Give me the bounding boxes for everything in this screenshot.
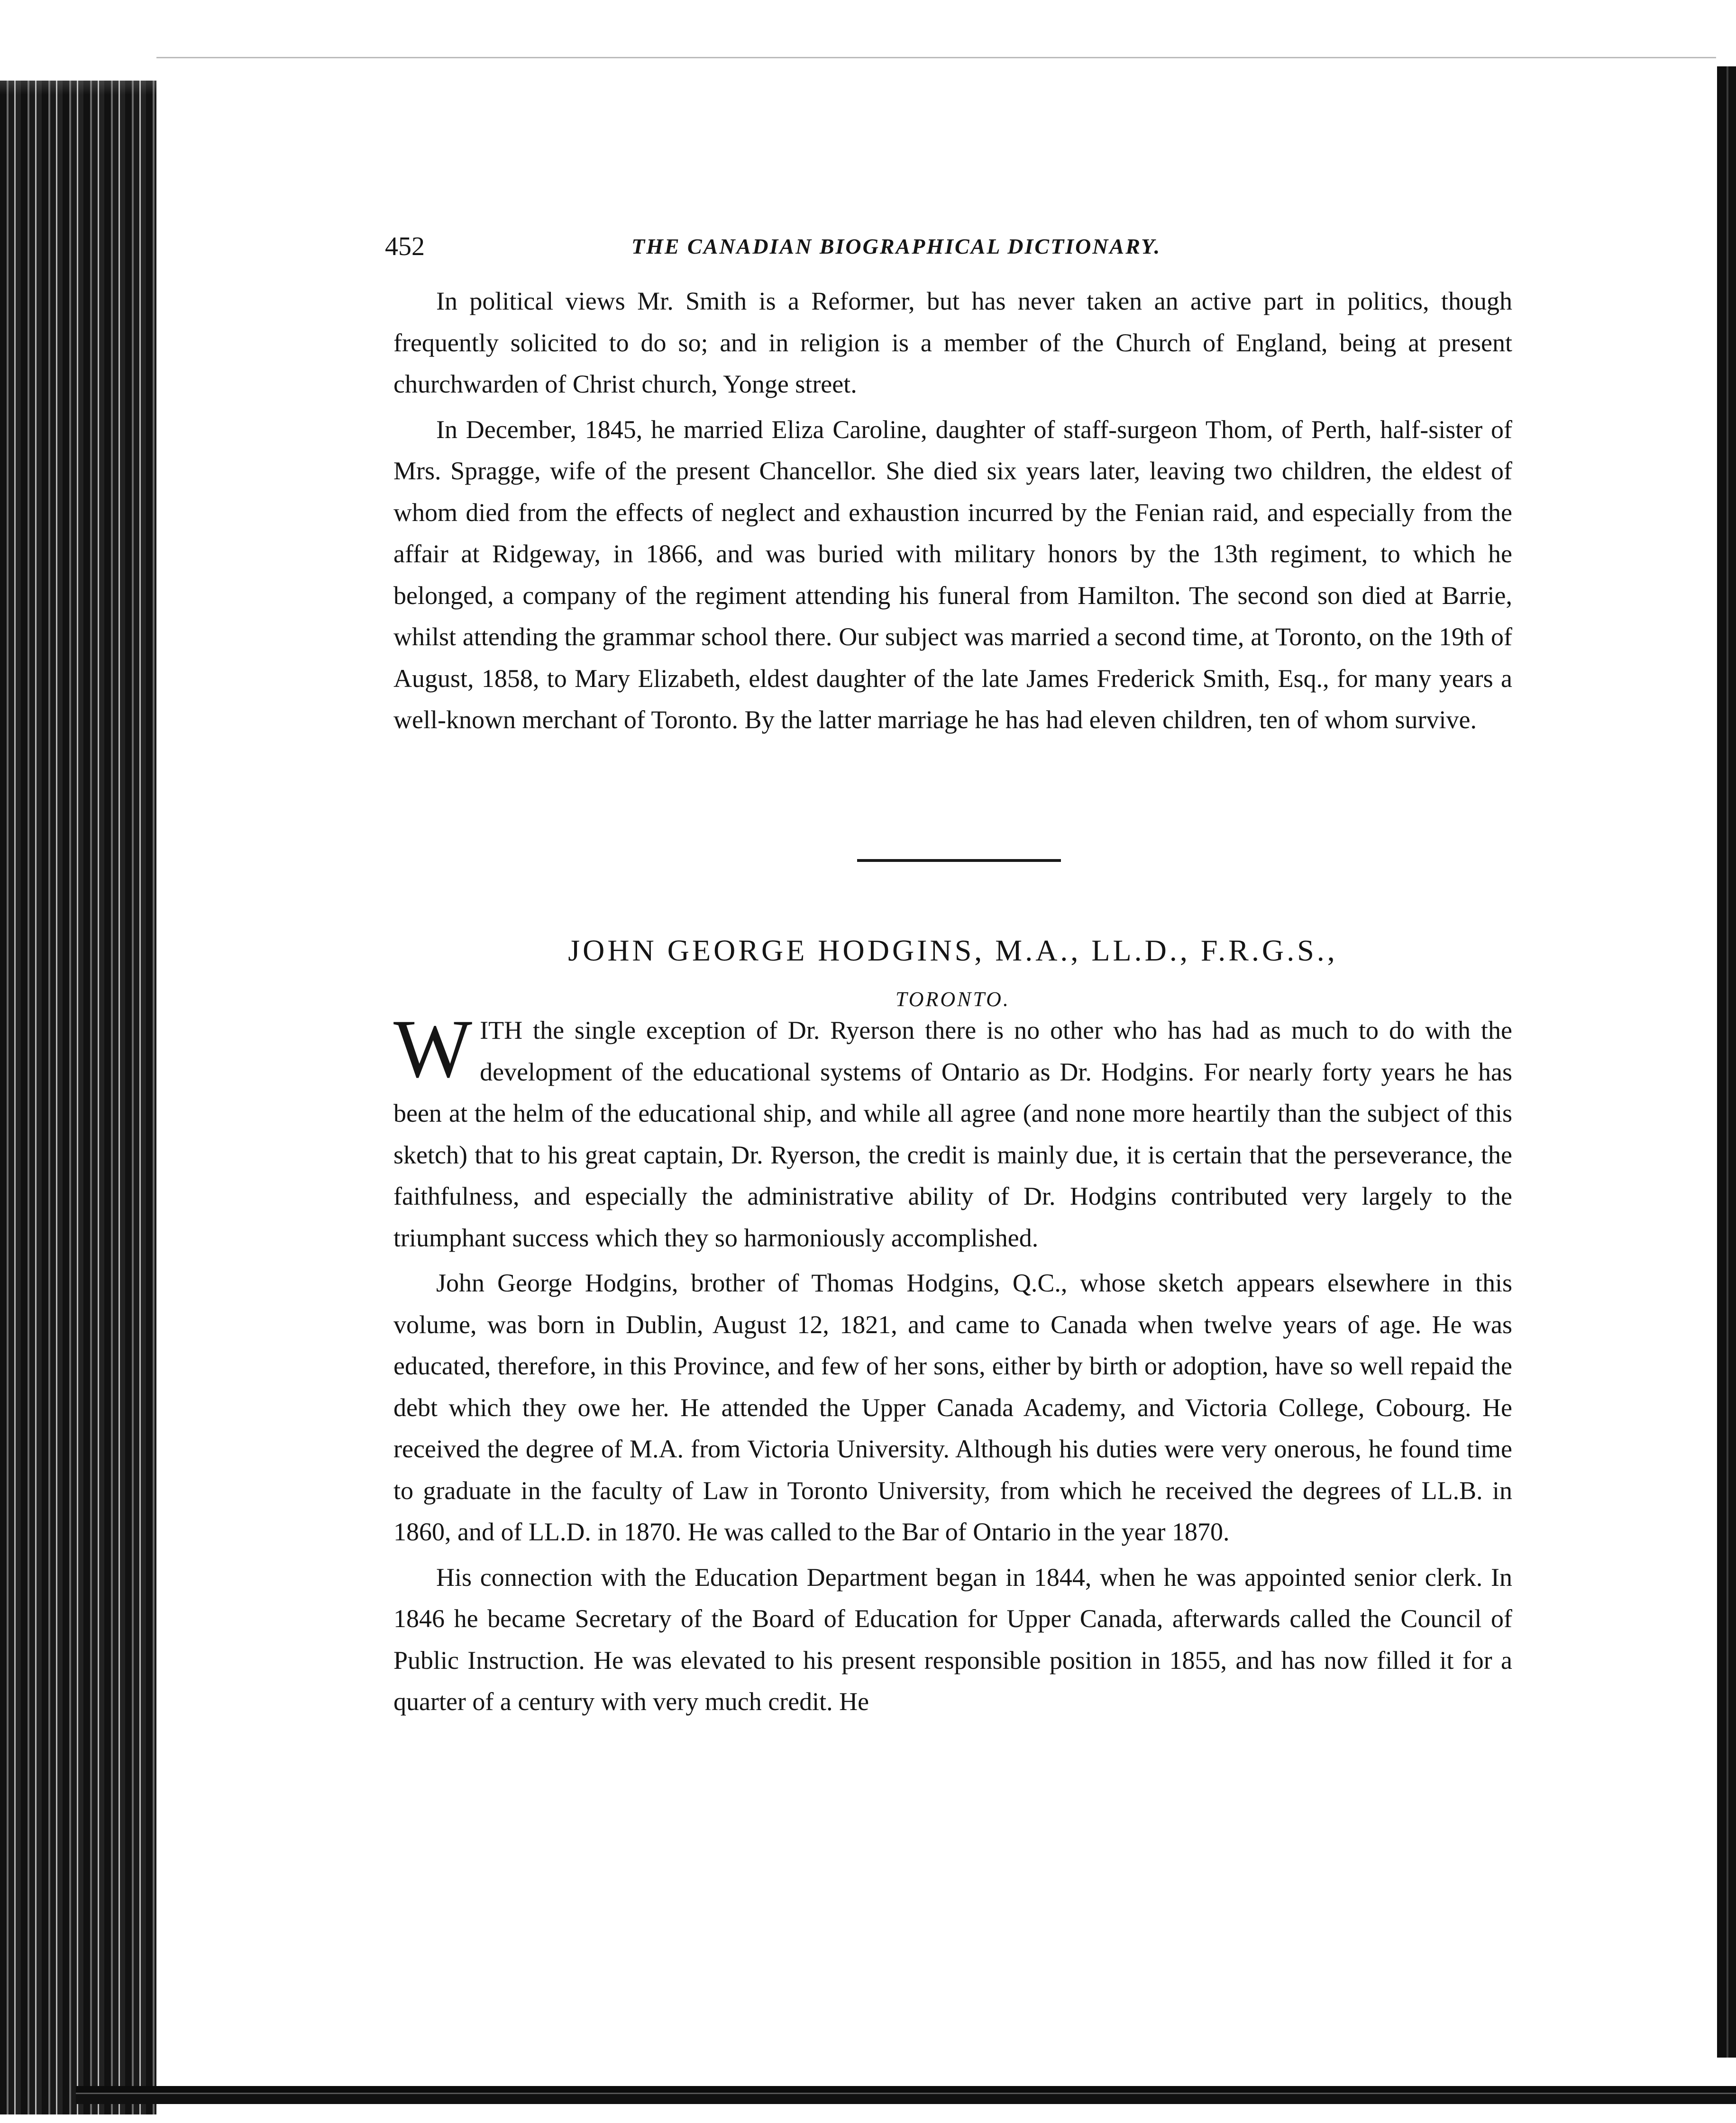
right-page-edge bbox=[1717, 66, 1736, 2058]
paragraph: In political views Mr. Smith is a Reformer, but has never taken an active part in politics, though frequently solicited to do so; and in religion is a member of the Church of England, being at present churchwarden of Christ church, Yonge street. bbox=[393, 287, 1512, 398]
bottom-page-edge bbox=[76, 2086, 1736, 2104]
previous-entry-text bbox=[393, 281, 1512, 741]
drop-cap: W bbox=[393, 1003, 473, 1095]
page-number: 452 bbox=[385, 232, 425, 261]
entry-text bbox=[393, 1003, 1512, 1723]
first-paragraph-text: ITH the single exception of Dr. Ryerson there is no other who has had as much to do with the development of the educational systems of Ontario as Dr. Hodgins. For nearly forty years he has been at the helm of the educational ship, and while all agree (and none more heartily than the subject of this sketch) that to his great captain, Dr. Ryerson, the credit is mainly due, it is certain that the perseverance, the faithfulness, and especially the administrative ability of Dr. Hodgins contributed very largely to the triumphant success which they so harmoniously accomplished. bbox=[393, 1016, 1512, 1252]
book-binding-edge bbox=[0, 81, 156, 2114]
page-header bbox=[385, 228, 1385, 265]
top-page-edge bbox=[156, 57, 1716, 58]
running-head: THE CANADIAN BIOGRAPHICAL DICTIONARY. bbox=[631, 234, 1161, 258]
paragraph: John George Hodgins, brother of Thomas Hodgins, Q.C., whose sketch appears elsewhere in this volume, was born in Dublin, August 12, 1821, and came to Canada when twelve years of age. He was educated, therefore, in this Province, and few of her sons, either by birth or adoption, have so well repaid the debt which they owe her. He attended the Upper Canada Academy, and Victoria College, Cobourg. He received the degree of M.A. from Victoria University. Although his duties were very onerous, he found time to graduate in the faculty of Law in Toronto University, from which he received the degrees of LL.B. in 1860, and of LL.D. in 1870. He was called to the Bar of Ontario in the year 1870. bbox=[393, 1269, 1512, 1546]
section-divider bbox=[857, 859, 1061, 862]
entry-title: JOHN GEORGE HODGINS, M.A., LL.D., F.R.G.S., bbox=[568, 933, 1338, 967]
entry-place: TORONTO. bbox=[895, 988, 1010, 1011]
paragraph: His connection with the Education Department began in 1844, when he was appointed senior clerk. In 1846 he became Secretary of the Board of Education for Upper Canada, afterwards called the Council of Public Instruction. He was elevated to his present responsible position in 1855, and has now filled it for a quarter of a century with very much credit. He bbox=[393, 1563, 1512, 1716]
first-paragraph bbox=[393, 1003, 1512, 1259]
paragraph: In December, 1845, he married Eliza Caroline, daughter of staff-surgeon Thom, of Perth, half-sister of Mrs. Spragge, wife of the present Chancellor. She died six years later, leaving two children, the eldest of whom died from the effects of neglect and exhaustion incurred by the Fenian raid, and especially from the affair at Ridgeway, in 1866, and was buried with military honors by the 13th regiment, to which he belonged, a company of the regiment attending his funeral from Hamilton. The second son died at Barrie, whilst attending the grammar school there. Our subject was married a second time, at Toronto, on the 19th of August, 1858, to Mary Elizabeth, eldest daughter of the late James Frederick Smith, Esq., for many years a well-known merchant of Toronto. By the latter marriage he has had eleven children, ten of whom survive. bbox=[393, 415, 1512, 734]
binding-fade bbox=[0, 0, 156, 95]
